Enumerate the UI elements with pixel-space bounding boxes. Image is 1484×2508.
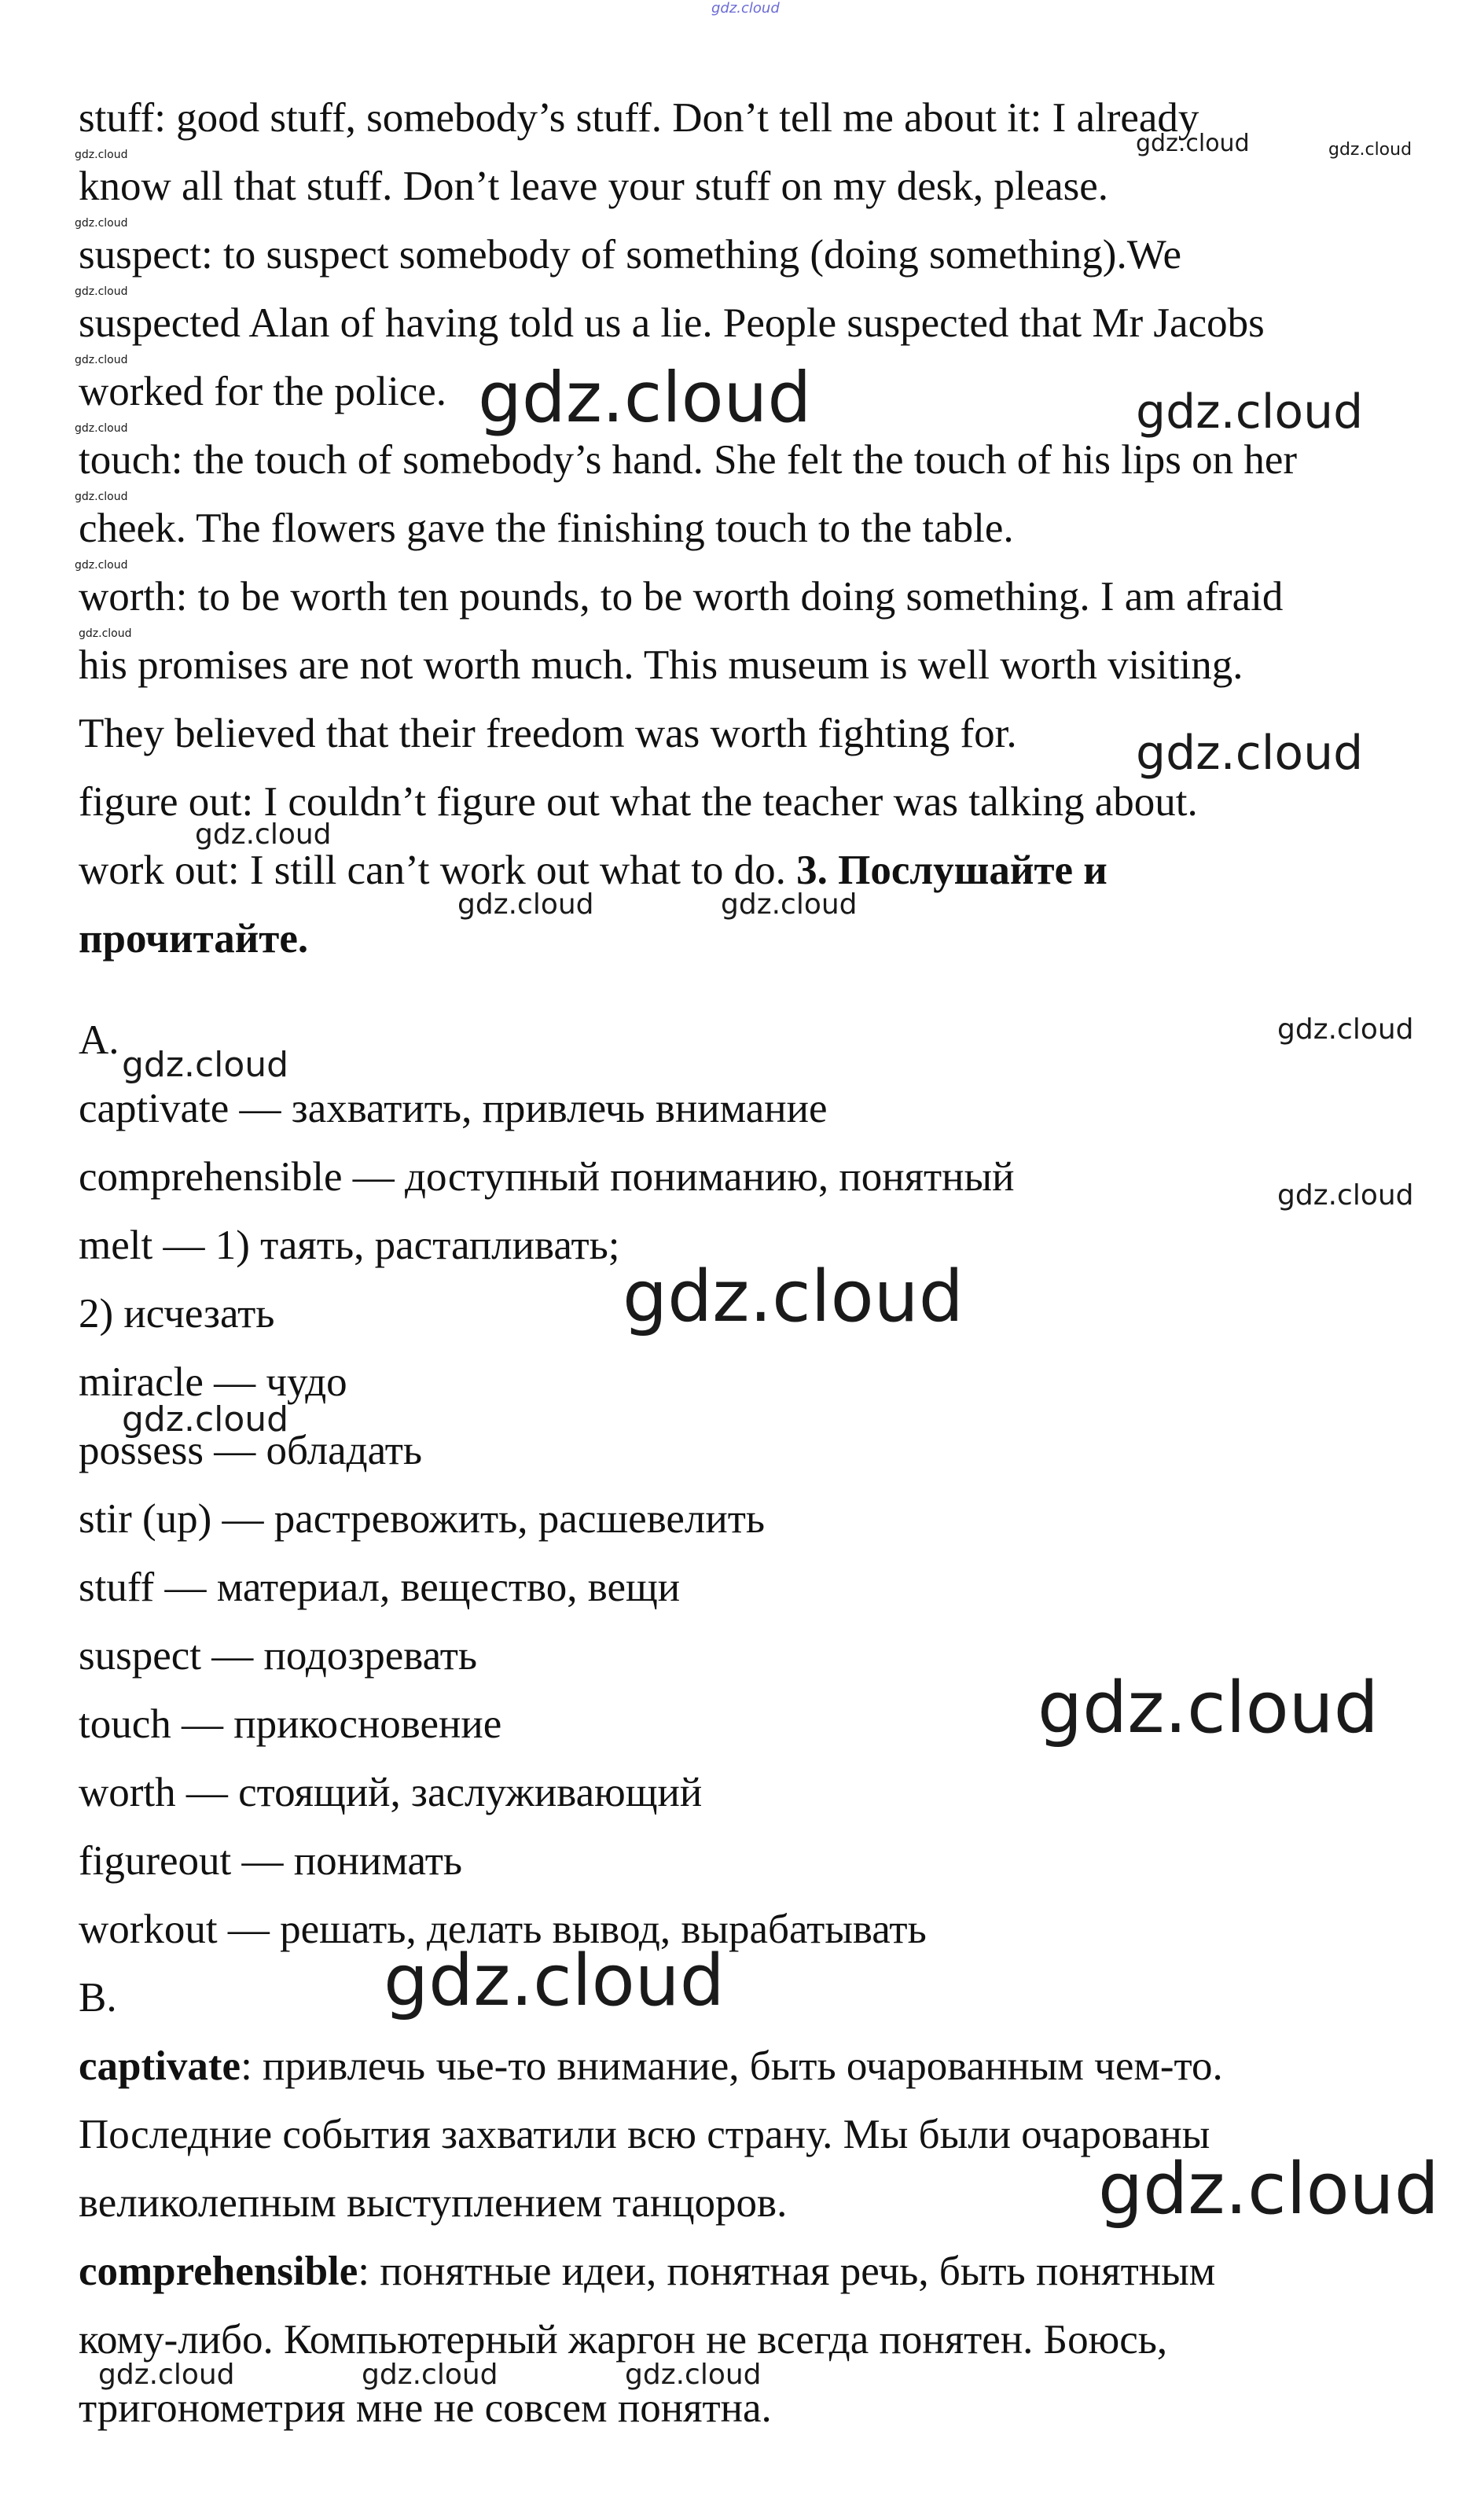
text-span: : привлечь чье-то внимание, быть очарованным чем-то. [241, 2043, 1223, 2089]
watermark: gdz.cloud [721, 888, 858, 921]
text-line [79, 2043, 1223, 2090]
exercise-heading: 3. Послушайте и [796, 848, 1107, 893]
term: comprehensible [79, 2249, 358, 2294]
vocab-item: figureout — понимать [79, 1838, 463, 1884]
text-line: worked for the police. [79, 369, 446, 414]
watermark: gdz.cloud [1328, 140, 1412, 160]
text-span: : понятные идеи, понятная речь, быть понятным [358, 2249, 1216, 2294]
vocab-item: workout — решать, делать вывод, вырабатывать [79, 1907, 927, 1952]
watermark: gdz.cloud [98, 2359, 235, 2391]
text-span: work out: I still can’t work out what to do. [79, 848, 797, 893]
watermark: gdz.cloud [625, 2359, 762, 2391]
vocab-item: worth — стоящий, заслуживающий [79, 1770, 703, 1815]
text-line: тригонометрия мне не совсем понятна. [79, 2385, 772, 2431]
vocab-item: captivate — захватить, привлечь внимание [79, 1086, 828, 1131]
text-line: Последние события захватили всю страну. Мы были очарованы [79, 2112, 1210, 2157]
watermark: gdz.cloud [362, 2359, 498, 2391]
watermark: gdz.cloud [1136, 384, 1364, 439]
text-line: They believed that their freedom was worth fighting for. [79, 711, 1017, 756]
watermark: gdz.cloud [478, 357, 812, 438]
watermark: gdz.cloud [195, 818, 332, 851]
watermark: gdz.cloud [711, 0, 780, 17]
text-line: stuff: good stuff, somebody’s stuff. Don’t tell me about it: I already [79, 95, 1199, 141]
text-line: know all that stuff. Don’t leave your stuff on my desk, please. [79, 164, 1109, 209]
watermark: gdz.cloud [1136, 726, 1364, 781]
text-line: worth: to be worth ten pounds, to be worth doing something. I am afraid [79, 574, 1284, 620]
vocab-item: 2) исчезать [79, 1291, 275, 1337]
watermark: gdz.cloud [79, 627, 132, 640]
vocab-item: miracle — чудо [79, 1359, 347, 1405]
watermark: gdz.cloud [75, 559, 128, 572]
text-line: figure out: I couldn’t figure out what the teacher was talking about. [79, 779, 1198, 825]
watermark: gdz.cloud [1277, 1013, 1414, 1046]
watermark: gdz.cloud [1098, 2148, 1439, 2230]
text-line: кому-либо. Компьютерный жаргон не всегда понятен. Боюсь, [79, 2317, 1168, 2363]
watermark: gdz.cloud [75, 491, 128, 503]
text-line: his promises are not worth much. This museum is well worth visiting. [79, 642, 1243, 688]
text-line: cheek. The flowers gave the finishing touch to the table. [79, 506, 1014, 551]
text-line [79, 847, 1107, 894]
text-line [79, 2248, 1215, 2295]
text-line: suspected Alan of having told us a lie. People suspected that Mr Jacobs [79, 300, 1265, 346]
text-line: touch: the touch of somebody’s hand. She felt the touch of his lips on her [79, 437, 1297, 483]
watermark: gdz.cloud [75, 354, 128, 366]
vocab-item: possess — обладать [79, 1428, 423, 1473]
watermark: gdz.cloud [122, 1399, 289, 1440]
watermark: gdz.cloud [75, 422, 128, 435]
watermark: gdz.cloud [75, 149, 128, 161]
watermark: gdz.cloud [75, 217, 128, 230]
vocab-item: melt — 1) таять, растапливать; [79, 1223, 620, 1268]
vocab-item: stir (up) — растревожить, расшевелить [79, 1496, 766, 1542]
section-label: B. [79, 1975, 117, 2021]
term: captivate [79, 2043, 241, 2089]
section-label: A. [79, 1017, 119, 1063]
watermark: gdz.cloud [384, 1940, 725, 2022]
watermark: gdz.cloud [457, 888, 594, 921]
vocab-item: stuff — материал, вещество, вещи [79, 1565, 681, 1610]
watermark: gdz.cloud [623, 1256, 964, 1338]
watermark: gdz.cloud [1277, 1179, 1414, 1212]
watermark: gdz.cloud [75, 285, 128, 298]
watermark: gdz.cloud [122, 1045, 289, 1085]
vocab-item: touch — прикосновение [79, 1701, 502, 1747]
vocab-item: suspect — подозревать [79, 1633, 478, 1679]
watermark: gdz.cloud [1136, 130, 1250, 157]
watermark: gdz.cloud [1038, 1667, 1379, 1749]
text-line: великолепным выступлением танцоров. [79, 2180, 788, 2226]
exercise-heading: прочитайте. [79, 916, 309, 962]
text-line: suspect: to suspect somebody of something (doing something).We [79, 232, 1181, 278]
vocab-item: comprehensible — доступный пониманию, понятный [79, 1154, 1015, 1200]
